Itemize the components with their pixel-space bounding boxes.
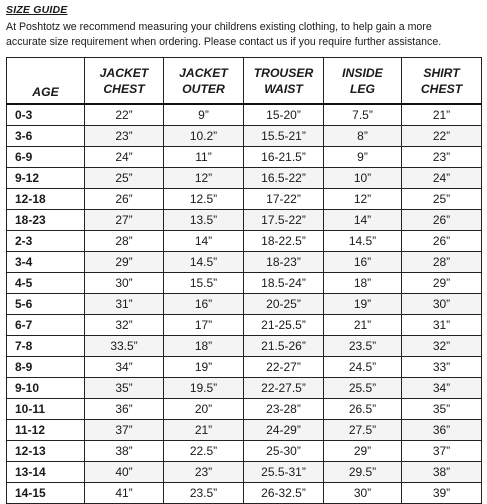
table-row bbox=[7, 189, 482, 210]
cell-age: 9-10 bbox=[7, 378, 85, 399]
cell-jacket-outer: 19” bbox=[164, 357, 244, 378]
header-inside-leg-line-2: LEG bbox=[349, 81, 376, 96]
cell-age: 2-3 bbox=[7, 231, 85, 252]
cell-jacket-outer: 14.5” bbox=[164, 252, 244, 273]
cell-jacket-chest: 40” bbox=[85, 462, 164, 483]
cell-inside-leg: 8” bbox=[324, 126, 402, 147]
table-row bbox=[7, 378, 482, 399]
cell-shirt-chest: 33” bbox=[402, 357, 482, 378]
cell-inside-leg: 21” bbox=[324, 315, 402, 336]
header-jacket-chest-line-1: JACKET bbox=[99, 65, 149, 80]
cell-jacket-chest: 27” bbox=[85, 210, 164, 231]
cell-shirt-chest: 34” bbox=[402, 378, 482, 399]
size-table bbox=[6, 57, 482, 504]
size-table-body bbox=[7, 104, 482, 504]
cell-jacket-chest: 35” bbox=[85, 378, 164, 399]
cell-jacket-chest: 34” bbox=[85, 357, 164, 378]
table-row bbox=[7, 420, 482, 441]
cell-jacket-chest: 37” bbox=[85, 420, 164, 441]
table-row bbox=[7, 126, 482, 147]
cell-age: 11-12 bbox=[7, 420, 85, 441]
cell-shirt-chest: 25” bbox=[402, 189, 482, 210]
cell-inside-leg: 7.5” bbox=[324, 104, 402, 126]
cell-age: 13-14 bbox=[7, 462, 85, 483]
cell-trouser-waist: 16.5-22” bbox=[244, 168, 324, 189]
cell-jacket-chest: 25” bbox=[85, 168, 164, 189]
cell-inside-leg: 26.5” bbox=[324, 399, 402, 420]
cell-shirt-chest: 21” bbox=[402, 104, 482, 126]
cell-trouser-waist: 21-25.5” bbox=[244, 315, 324, 336]
cell-shirt-chest: 32” bbox=[402, 336, 482, 357]
cell-jacket-outer: 20” bbox=[164, 399, 244, 420]
cell-age: 3-6 bbox=[7, 126, 85, 147]
cell-trouser-waist: 20-25” bbox=[244, 294, 324, 315]
cell-trouser-waist: 17-22” bbox=[244, 189, 324, 210]
intro-line-2: accurate size requirement when ordering. Please contact us if you require further assistance. bbox=[6, 35, 442, 48]
cell-trouser-waist: 15-20” bbox=[244, 104, 324, 126]
table-row bbox=[7, 147, 482, 168]
table-row bbox=[7, 294, 482, 315]
cell-age: 4-5 bbox=[7, 273, 85, 294]
table-row bbox=[7, 315, 482, 336]
table-row bbox=[7, 336, 482, 357]
cell-trouser-waist: 18.5-24” bbox=[244, 273, 324, 294]
cell-jacket-chest: 30” bbox=[85, 273, 164, 294]
header-jacket-outer bbox=[164, 58, 244, 105]
cell-age: 9-12 bbox=[7, 168, 85, 189]
cell-inside-leg: 19” bbox=[324, 294, 402, 315]
cell-trouser-waist: 16-21.5” bbox=[244, 147, 324, 168]
cell-age: 6-9 bbox=[7, 147, 85, 168]
table-row bbox=[7, 273, 482, 294]
cell-jacket-outer: 22.5” bbox=[164, 441, 244, 462]
header-shirt-chest-line-2: CHEST bbox=[420, 81, 463, 96]
cell-trouser-waist: 23-28” bbox=[244, 399, 324, 420]
header-jacket-chest bbox=[85, 58, 164, 105]
cell-shirt-chest: 26” bbox=[402, 210, 482, 231]
cell-inside-leg: 10” bbox=[324, 168, 402, 189]
cell-jacket-chest: 29” bbox=[85, 252, 164, 273]
cell-shirt-chest: 36” bbox=[402, 420, 482, 441]
cell-jacket-outer: 10.2” bbox=[164, 126, 244, 147]
cell-inside-leg: 14” bbox=[324, 210, 402, 231]
cell-age: 12-13 bbox=[7, 441, 85, 462]
cell-jacket-chest: 22” bbox=[85, 104, 164, 126]
cell-trouser-waist: 22-27.5” bbox=[244, 378, 324, 399]
cell-shirt-chest: 28” bbox=[402, 252, 482, 273]
cell-jacket-outer: 12.5” bbox=[164, 189, 244, 210]
header-jacket-chest-line-2: CHEST bbox=[103, 81, 145, 96]
cell-jacket-chest: 33.5” bbox=[85, 336, 164, 357]
cell-inside-leg: 23.5” bbox=[324, 336, 402, 357]
cell-jacket-outer: 19.5” bbox=[164, 378, 244, 399]
cell-trouser-waist: 24-29” bbox=[244, 420, 324, 441]
cell-age: 6-7 bbox=[7, 315, 85, 336]
cell-age: 0-3 bbox=[7, 104, 85, 126]
cell-shirt-chest: 38” bbox=[402, 462, 482, 483]
cell-inside-leg: 30” bbox=[324, 483, 402, 504]
size-guide-title: SIZE GUIDE bbox=[6, 4, 68, 16]
cell-age: 7-8 bbox=[7, 336, 85, 357]
cell-jacket-chest: 26” bbox=[85, 189, 164, 210]
cell-trouser-waist: 25-30” bbox=[244, 441, 324, 462]
table-row bbox=[7, 462, 482, 483]
cell-age: 3-4 bbox=[7, 252, 85, 273]
table-row bbox=[7, 441, 482, 462]
cell-shirt-chest: 26” bbox=[402, 231, 482, 252]
header-jacket-outer-line-2: OUTER bbox=[182, 81, 225, 96]
header-jacket-outer-line-1: JACKET bbox=[179, 65, 228, 80]
cell-jacket-chest: 24” bbox=[85, 147, 164, 168]
table-row bbox=[7, 357, 482, 378]
cell-jacket-chest: 31” bbox=[85, 294, 164, 315]
cell-jacket-outer: 23.5” bbox=[164, 483, 244, 504]
cell-jacket-outer: 23” bbox=[164, 462, 244, 483]
header-row bbox=[7, 58, 482, 105]
header-shirt-chest bbox=[402, 58, 482, 105]
header-trouser-waist bbox=[244, 58, 324, 105]
header-age-label: AGE bbox=[32, 85, 59, 99]
cell-jacket-outer: 9” bbox=[164, 104, 244, 126]
header-trouser-waist-line-1: TROUSER bbox=[253, 65, 314, 80]
header-inside-leg-line-1: INSIDE bbox=[342, 65, 383, 80]
cell-jacket-outer: 16” bbox=[164, 294, 244, 315]
cell-jacket-outer: 18” bbox=[164, 336, 244, 357]
cell-trouser-waist: 18-23” bbox=[244, 252, 324, 273]
cell-shirt-chest: 22” bbox=[402, 126, 482, 147]
cell-trouser-waist: 17.5-22” bbox=[244, 210, 324, 231]
cell-inside-leg: 9” bbox=[324, 147, 402, 168]
cell-inside-leg: 14.5” bbox=[324, 231, 402, 252]
cell-age: 18-23 bbox=[7, 210, 85, 231]
header-inside-leg bbox=[324, 58, 402, 105]
cell-shirt-chest: 37” bbox=[402, 441, 482, 462]
cell-jacket-outer: 13.5” bbox=[164, 210, 244, 231]
cell-shirt-chest: 23” bbox=[402, 147, 482, 168]
cell-age: 12-18 bbox=[7, 189, 85, 210]
cell-inside-leg: 25.5” bbox=[324, 378, 402, 399]
cell-jacket-outer: 14” bbox=[164, 231, 244, 252]
table-row bbox=[7, 210, 482, 231]
cell-jacket-chest: 38” bbox=[85, 441, 164, 462]
cell-trouser-waist: 15.5-21” bbox=[244, 126, 324, 147]
table-row bbox=[7, 231, 482, 252]
cell-jacket-outer: 21” bbox=[164, 420, 244, 441]
cell-shirt-chest: 31” bbox=[402, 315, 482, 336]
cell-age: 14-15 bbox=[7, 483, 85, 504]
cell-trouser-waist: 25.5-31” bbox=[244, 462, 324, 483]
cell-age: 10-11 bbox=[7, 399, 85, 420]
cell-inside-leg: 29.5” bbox=[324, 462, 402, 483]
table-row bbox=[7, 399, 482, 420]
cell-trouser-waist: 26-32.5” bbox=[244, 483, 324, 504]
cell-trouser-waist: 21.5-26” bbox=[244, 336, 324, 357]
intro-text bbox=[6, 20, 486, 49]
header-age bbox=[7, 58, 85, 105]
cell-inside-leg: 27.5” bbox=[324, 420, 402, 441]
cell-inside-leg: 29” bbox=[324, 441, 402, 462]
cell-jacket-outer: 11” bbox=[164, 147, 244, 168]
cell-shirt-chest: 35” bbox=[402, 399, 482, 420]
cell-trouser-waist: 22-27” bbox=[244, 357, 324, 378]
cell-inside-leg: 18” bbox=[324, 273, 402, 294]
cell-jacket-chest: 23” bbox=[85, 126, 164, 147]
cell-shirt-chest: 29” bbox=[402, 273, 482, 294]
cell-jacket-chest: 36” bbox=[85, 399, 164, 420]
cell-inside-leg: 24.5” bbox=[324, 357, 402, 378]
cell-jacket-outer: 17” bbox=[164, 315, 244, 336]
table-row bbox=[7, 483, 482, 504]
cell-jacket-chest: 32” bbox=[85, 315, 164, 336]
cell-shirt-chest: 39” bbox=[402, 483, 482, 504]
cell-shirt-chest: 30” bbox=[402, 294, 482, 315]
cell-inside-leg: 12” bbox=[324, 189, 402, 210]
cell-inside-leg: 16” bbox=[324, 252, 402, 273]
cell-age: 5-6 bbox=[7, 294, 85, 315]
header-trouser-waist-line-2: WAIST bbox=[264, 81, 303, 96]
size-table-header bbox=[7, 58, 482, 105]
cell-shirt-chest: 24” bbox=[402, 168, 482, 189]
header-shirt-chest-line-1: SHIRT bbox=[423, 65, 460, 80]
cell-age: 8-9 bbox=[7, 357, 85, 378]
table-row bbox=[7, 104, 482, 126]
table-row bbox=[7, 168, 482, 189]
table-row bbox=[7, 252, 482, 273]
cell-jacket-outer: 15.5” bbox=[164, 273, 244, 294]
cell-jacket-outer: 12” bbox=[164, 168, 244, 189]
cell-jacket-chest: 28” bbox=[85, 231, 164, 252]
cell-jacket-chest: 41” bbox=[85, 483, 164, 504]
cell-trouser-waist: 18-22.5” bbox=[244, 231, 324, 252]
intro-line-1: At Poshtotz we recommend measuring your childrens existing clothing, to help gain a more bbox=[6, 21, 432, 33]
